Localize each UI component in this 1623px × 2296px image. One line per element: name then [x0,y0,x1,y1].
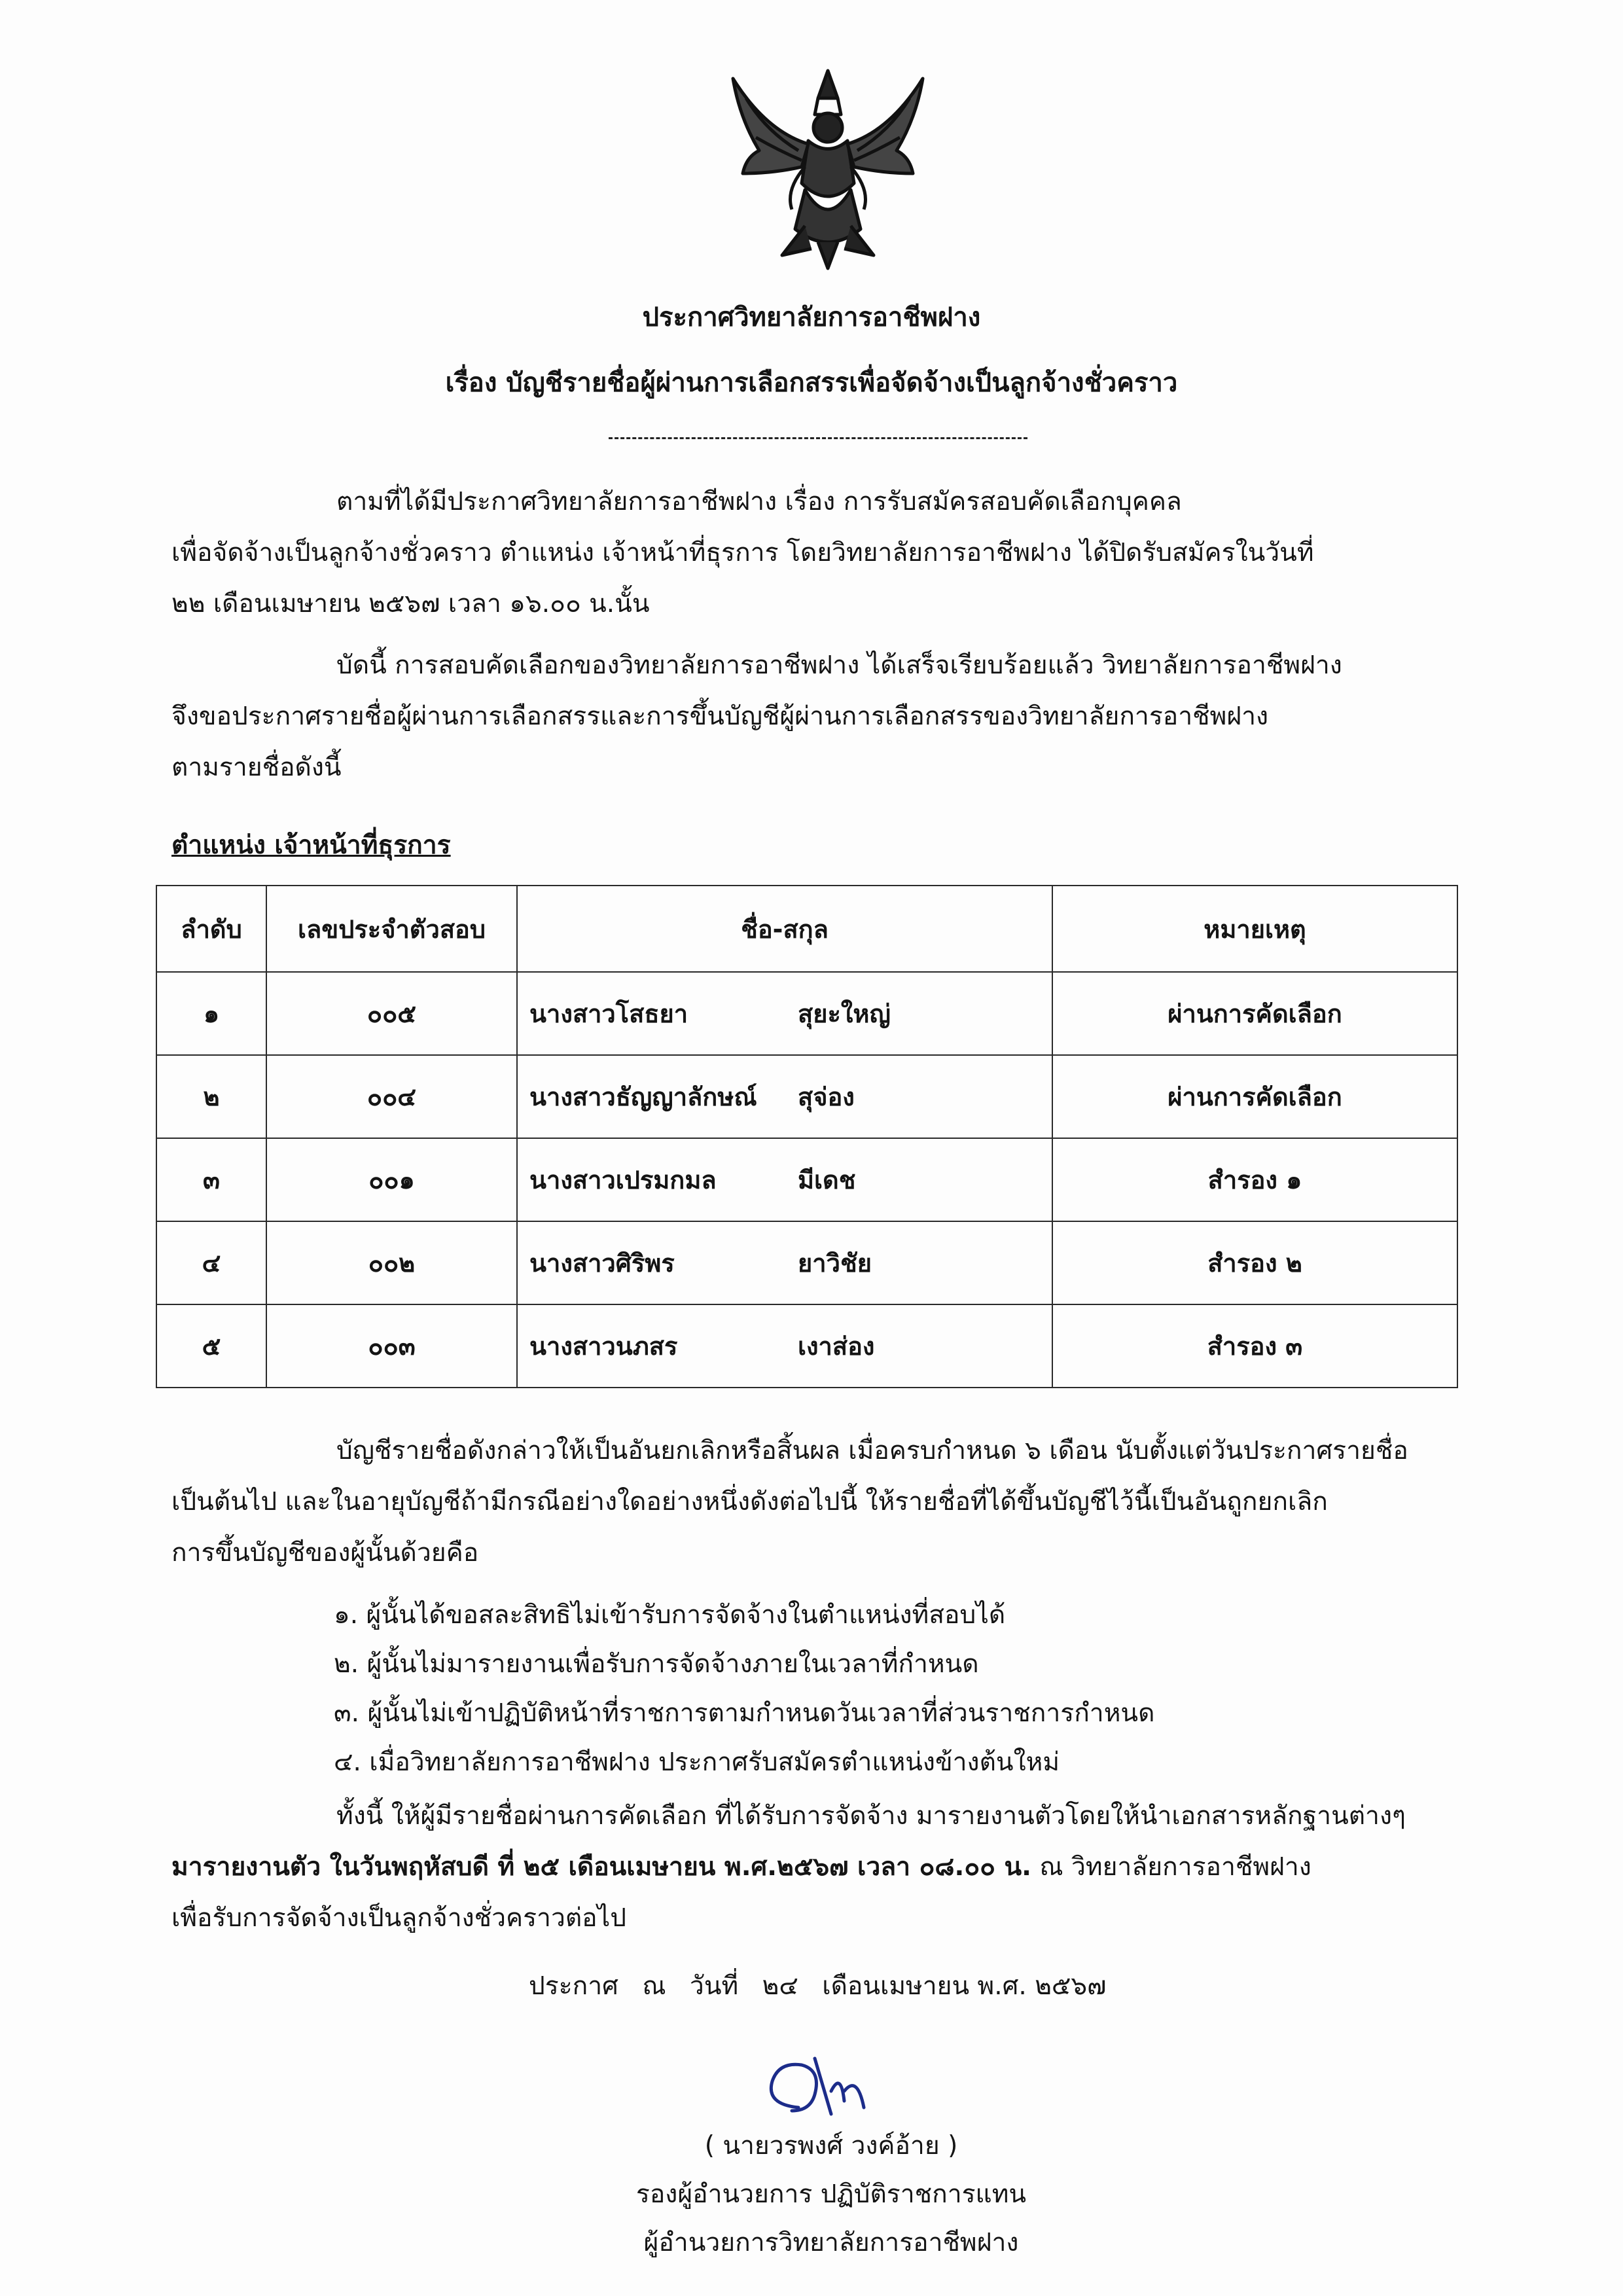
document-title: ประกาศวิทยาลัยการอาชีพฝาง [642,302,981,332]
announce-month-year: เดือนเมษายน พ.ศ. ๒๕๖๗ [822,1971,1107,2001]
list-item: ๔. เมื่อวิทยาลัยการอาชีพฝาง ประกาศรับสมัครตำแหน่งข้างต้นใหม่ [334,1748,1060,1777]
list-item: ๓. ผู้นั้นไม่เข้าปฏิบัติหน้าที่ราชการตามกำหนดวันเวลาที่ส่วนราชการกำหนด [334,1698,1155,1728]
cell-fullname [517,1221,1052,1304]
handwritten-signature [753,2045,910,2130]
cell-exam-id: ๐๐๒ [266,1221,517,1304]
paragraph-line: เพื่อรับการจัดจ้างเป็นลูกจ้างชั่วคราวต่อไป [171,1903,626,1933]
table-row [156,1055,1457,1138]
garuda-emblem-icon [720,59,936,275]
cell-remark: ผ่านการคัดเลือก [1052,1055,1457,1138]
position-heading: ตำแหน่ง เจ้าหน้าที่ธุรการ [171,831,451,860]
paragraph-validity [171,1426,1461,1579]
list-item: ๑. ผู้นั้นได้ขอสละสิทธิไม่เข้ารับการจัดจ้างในตำแหน่งที่สอบได้ [334,1600,1006,1630]
cell-exam-id: ๐๐๔ [266,1055,517,1138]
signatory-position: รองผู้อำนวยการ ปฏิบัติราชการแทน [635,2179,1027,2209]
paragraph-line: เป็นต้นไป และในอายุบัญชีถ้ามีกรณีอย่างใดอย่างหนึ่งดังต่อไปนี้ ให้รายชื่อที่ได้ขึ้นบัญชีไว้นี้เป็นอันถูกยกเลิก [171,1487,1328,1516]
cell-remark: ผ่านการคัดเลือก [1052,972,1457,1055]
signatory-org: ผู้อำนวยการวิทยาลัยการอาชีพฝาง [643,2228,1019,2257]
paragraph-line [171,1842,1461,1893]
table-row [156,1138,1457,1221]
cell-order: ๓ [156,1138,266,1221]
announce-at: ณ [642,1971,666,2001]
first-name: นางสาวศิริพร [529,1249,675,1278]
header-exam-id: เลขประจำตัวสอบ [266,886,517,972]
announce-label: ประกาศ [529,1971,618,2001]
paragraph-line: ทั้งนี้ ให้ผู้มีรายชื่อผ่านการคัดเลือก ที่ได้รับการจัดจ้าง มารายงานตัวโดยให้นำเอกสารหลักฐานต่างๆ [336,1801,1406,1831]
cell-fullname [517,1055,1052,1138]
cell-fullname [517,1138,1052,1221]
cell-exam-id: ๐๐๑ [266,1138,517,1221]
cell-order: ๕ [156,1304,266,1388]
document-subject: เรื่อง บัญชีรายชื่อผู้ผ่านการเลือกสรรเพื่อจัดจ้างเป็นลูกจ้างชั่วคราว [445,368,1178,398]
paragraph-line: ตามรายชื่อดังนี้ [171,753,342,782]
paragraph-line: บัญชีรายชื่อดังกล่าวให้เป็นอันยกเลิกหรือสิ้นผล เมื่อครบกำหนด ๖ เดือน นับตั้งแต่วันประกาศรายชื่อ [336,1436,1408,1465]
header-order: ลำดับ [156,886,266,972]
first-name: นางสาวธัญญาลักษณ์ [529,1083,757,1111]
cell-order: ๑ [156,972,266,1055]
paragraph-line: ๒๒ เดือนเมษายน ๒๕๖๗ เวลา ๑๖.๐๐ น.นั้น [171,589,650,619]
paragraph-intro [171,476,1461,630]
report-location: ณ วิทยาลัยการอาชีพฝาง [1031,1852,1311,1882]
cell-remark: สำรอง ๓ [1052,1304,1457,1388]
last-name: สุจ่อง [798,1083,855,1111]
first-name: นางสาวเปรมกมล [529,1166,717,1194]
paragraph-line: เพื่อจัดจ้างเป็นลูกจ้างชั่วคราว ตำแหน่ง เจ้าหน้าที่ธุรการ โดยวิทยาลัยการอาชีพฝาง ได้ปิดรับสมัครในวันที่ [171,538,1314,567]
paragraph-line: บัดนี้ การสอบคัดเลือกของวิทยาลัยการอาชีพฝาง ได้เสร็จเรียบร้อยแล้ว วิทยาลัยการอาชีพฝาง [336,651,1342,680]
cell-fullname [517,972,1052,1055]
report-date-bold: มารายงานตัว ในวันพฤหัสบดี ที่ ๒๕ เดือนเมษายน พ.ศ.๒๕๖๗ เวลา ๐๘.๐๐ น. [171,1852,1031,1882]
table-row [156,972,1457,1055]
last-name: ยาวิชัย [798,1249,872,1278]
first-name: นางสาวโสธยา [529,999,688,1028]
signatory-block [576,2122,1086,2267]
conditions-list [334,1590,1154,1787]
paragraph-line: ตามที่ได้มีประกาศวิทยาลัยการอาชีพฝาง เรื่อง การรับสมัครสอบคัดเลือกบุคคล [336,487,1182,516]
last-name: มีเดช [798,1166,856,1194]
table-row [156,1304,1457,1388]
last-name: สุยะใหญ่ [798,999,891,1028]
list-item: ๒. ผู้นั้นไม่มารายงานเพื่อรับการจัดจ้างภายในเวลาที่กำหนด [334,1649,979,1679]
announcement-date [529,1967,1122,2006]
results-table [156,885,1458,1388]
announce-day: ๒๔ [762,1971,798,2001]
table-row [156,1221,1457,1304]
cell-order: ๒ [156,1055,266,1138]
cell-remark: สำรอง ๒ [1052,1221,1457,1304]
signatory-name: ( นายวรพงศ์ วงค์อ้าย ) [704,2131,958,2161]
paragraph-line: การขึ้นบัญชีของผู้นั้นด้วยคือ [171,1538,479,1568]
last-name: เงาส่อง [798,1332,875,1361]
cell-exam-id: ๐๐๓ [266,1304,517,1388]
cell-remark: สำรอง ๑ [1052,1138,1457,1221]
announce-day-label: วันที่ [689,1971,739,2001]
cell-order: ๔ [156,1221,266,1304]
first-name: นางสาวนภสร [529,1332,678,1361]
paragraph-announcement [171,640,1461,793]
header-fullname: ชื่อ-สกุล [517,886,1052,972]
table-header-row [156,886,1457,972]
title-divider [609,437,1027,439]
cell-exam-id: ๐๐๕ [266,972,517,1055]
cell-fullname [517,1304,1052,1388]
paragraph-line: จึงขอประกาศรายชื่อผู้ผ่านการเลือกสรรและการขึ้นบัญชีผู้ผ่านการเลือกสรรของวิทยาลัยการอาชีพฝาง [171,702,1269,731]
paragraph-report [171,1791,1461,1944]
header-remark: หมายเหตุ [1052,886,1457,972]
